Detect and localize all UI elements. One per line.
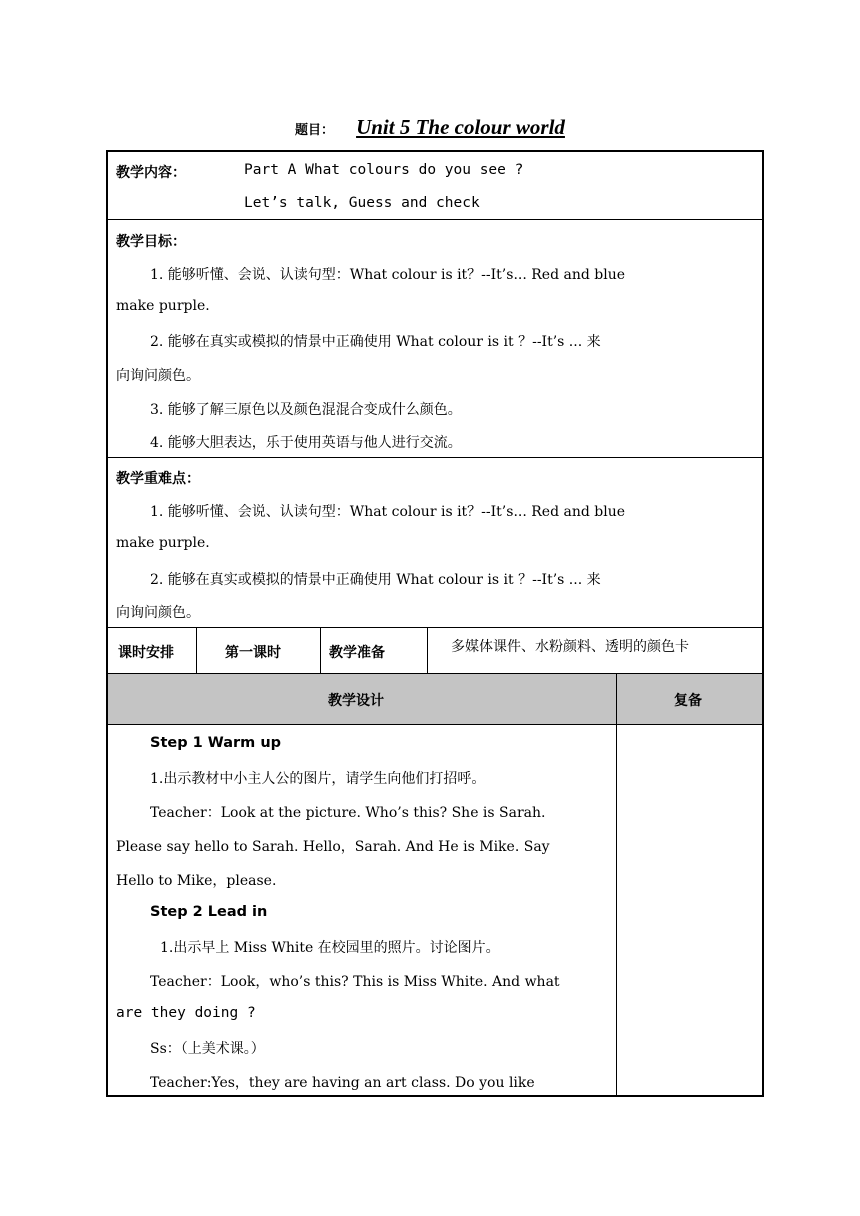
design-line: Ss：（上美术课。） xyxy=(150,1041,265,1057)
row-divider xyxy=(108,219,762,220)
objective-line: 4. 能够大胆表达，乐于使用英语与他人进行交流。 xyxy=(150,435,462,451)
design-line: are they doing ? xyxy=(116,1005,256,1021)
col-divider xyxy=(320,627,321,673)
prep-value: 多媒体课件、水粉颜料、透明的颜色卡 xyxy=(451,639,689,655)
design-line: Teacher:Yes，they are having an art class. Do you like xyxy=(150,1075,535,1091)
title-label: 题目： xyxy=(295,123,335,138)
prep-label: 教学准备 xyxy=(329,645,385,661)
design-line: Please say hello to Sarah. Hello，Sarah. And He is Mike. Say xyxy=(116,839,550,855)
keypoints-label: 教学重难点： xyxy=(116,471,200,487)
schedule-value: 第一课时 xyxy=(225,645,281,661)
keypoint-line: 2. 能够在真实或模拟的情景中正确使用 What colour is it ？--It’s ... 来 xyxy=(150,572,601,588)
objective-line: 1. 能够听懂、会说、认读句型：What colour is it？--It’s... Red and blue xyxy=(150,267,625,283)
document-title xyxy=(0,115,860,140)
row-divider xyxy=(108,457,762,458)
design-line: 1.出示早上 Miss White 在校园里的照片。讨论图片。 xyxy=(160,940,500,956)
keypoint-line: 1. 能够听懂、会说、认读句型：What colour is it？--It’s... Red and blue xyxy=(150,504,625,520)
design-header: 教学设计 xyxy=(328,693,384,709)
keypoint-line: 向询问颜色。 xyxy=(116,605,200,621)
content-label: 教学内容： xyxy=(116,165,186,181)
objective-line: 3. 能够了解三原色以及颜色混混合变成什么颜色。 xyxy=(150,402,462,418)
objective-line: 2. 能够在真实或模拟的情景中正确使用 What colour is it ？--It’s ... 来 xyxy=(150,334,601,350)
col-divider xyxy=(616,673,617,1097)
row-divider xyxy=(108,627,762,628)
step-heading: Step 1 Warm up xyxy=(150,735,282,751)
objective-line: make purple. xyxy=(116,298,210,314)
review-header: 复备 xyxy=(674,693,702,709)
keypoint-line: make purple. xyxy=(116,535,210,551)
row-divider xyxy=(108,724,762,725)
col-divider xyxy=(427,627,428,673)
design-line: Teacher：Look，who’s this? This is Miss White. And what xyxy=(150,974,560,990)
title-text: Unit 5 The colour world xyxy=(356,115,565,139)
content-line-2: Let’s talk, Guess and check xyxy=(244,195,480,211)
design-line: 1.出示教材中小主人公的图片，请学生向他们打招呼。 xyxy=(150,771,486,787)
design-line: Teacher：Look at the picture. Who’s this? She is Sarah. xyxy=(150,805,546,821)
design-header-band xyxy=(108,674,762,724)
content-line-1: Part A What colours do you see ? xyxy=(244,162,524,178)
step-heading: Step 2 Lead in xyxy=(150,904,268,920)
objective-line: 向询问颜色。 xyxy=(116,368,200,384)
schedule-label: 课时安排 xyxy=(118,645,174,661)
lesson-plan-table xyxy=(106,150,764,1097)
design-line: Hello to Mike，please. xyxy=(116,873,277,889)
col-divider xyxy=(196,627,197,673)
objectives-label: 教学目标： xyxy=(116,234,186,250)
